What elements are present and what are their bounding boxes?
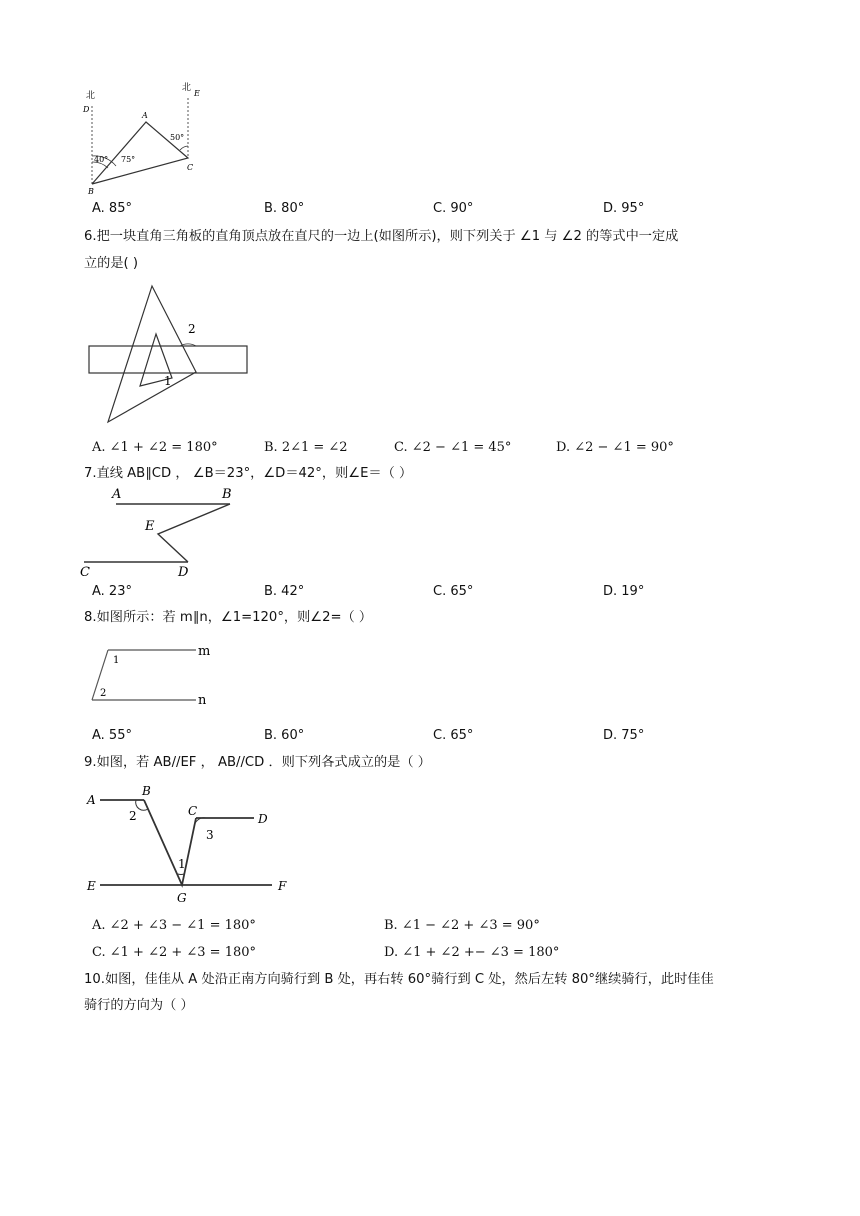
q8-option-c[interactable]: C. 65°	[433, 728, 474, 743]
q5-option-a[interactable]: A. 85°	[92, 201, 132, 216]
q9-angle-1: 1	[178, 857, 186, 871]
point-e-label: E	[194, 89, 200, 98]
q7-option-b[interactable]: B. 42°	[264, 584, 305, 599]
q6-figure	[84, 282, 254, 430]
q8-line-n: n	[198, 693, 207, 708]
q8-angle-2: 2	[100, 688, 107, 699]
angle-1-label: 1	[164, 374, 172, 388]
q10-stem-line1: 10.如图，佳佳从 A 处沿正南方向骑行到 B 处，再右转 60°骑行到 C 处，然后左转 80°继续骑行，此时佳佳	[84, 972, 714, 987]
q8-option-d[interactable]: D. 75°	[603, 728, 645, 743]
q6-option-d[interactable]: D. ∠2 − ∠1 = 90°	[556, 440, 674, 455]
q10-stem-line2: 骑行的方向为（ ）	[84, 998, 194, 1013]
q7-figure	[78, 486, 238, 578]
q7-point-c: C	[80, 565, 90, 578]
q7-option-a[interactable]: A. 23°	[92, 584, 132, 599]
q8-option-a[interactable]: A. 55°	[92, 728, 132, 743]
q9-angle-3: 3	[206, 828, 214, 842]
q8-line-m: m	[198, 644, 211, 659]
q7-point-b: B	[222, 487, 232, 502]
q7-stem: 7.直线 AB∥CD ， ∠B＝23°，∠D＝42°，则∠E＝（ ）	[84, 466, 413, 481]
q5-option-c[interactable]: C. 90°	[433, 201, 474, 216]
point-b-label: B	[88, 187, 94, 196]
angle-2-label: 2	[188, 322, 196, 336]
q5-option-b[interactable]: B. 80°	[264, 201, 305, 216]
q9-point-g: G	[177, 891, 187, 904]
q8-stem: 8.如图所示：若 m∥n，∠1=120°，则∠2=（ ）	[84, 610, 373, 625]
q6-option-a[interactable]: A. ∠1 + ∠2 = 180°	[92, 440, 218, 455]
q8-figure	[84, 640, 214, 708]
q9-point-b: B	[142, 784, 151, 798]
q9-figure	[84, 784, 294, 904]
q9-point-f: F	[278, 879, 287, 893]
point-d-label: D	[83, 105, 90, 114]
q9-option-b[interactable]: B. ∠1 − ∠2 + ∠3 = 90°	[384, 918, 540, 933]
q9-option-c[interactable]: C. ∠1 + ∠2 + ∠3 = 180°	[92, 945, 257, 960]
point-a-label: A	[142, 111, 148, 120]
q5-option-d[interactable]: D. 95°	[603, 201, 645, 216]
north-label-1: 北	[86, 91, 96, 101]
q6-stem-line1: 6.把一块直角三角板的直角顶点放在直尺的一边上(如图所示)，则下列关于 ∠1 与 ∠2 的等式中一定成	[84, 229, 679, 244]
q6-stem-line2: 立的是( )	[84, 256, 139, 271]
angle-40-label: 40°	[94, 155, 109, 164]
q7-point-a: A	[112, 487, 122, 502]
point-c-label: C	[187, 163, 194, 172]
q9-point-e: E	[87, 879, 96, 893]
q6-option-b[interactable]: B. 2∠1 = ∠2	[264, 440, 348, 455]
q7-point-d: D	[178, 565, 189, 578]
q5-figure	[80, 80, 210, 198]
q9-angle-2: 2	[129, 809, 137, 823]
q9-point-c: C	[188, 804, 198, 818]
north-label-2: 北	[182, 83, 192, 93]
q7-option-c[interactable]: C. 65°	[433, 584, 474, 599]
q9-option-d[interactable]: D. ∠1 + ∠2 +− ∠3 = 180°	[384, 945, 560, 960]
angle-50-label: 50°	[170, 133, 185, 142]
q9-stem: 9.如图，若 AB//EF ， AB//CD ．则下列各式成立的是（ ）	[84, 755, 431, 770]
q8-option-b[interactable]: B. 60°	[264, 728, 305, 743]
q7-option-d[interactable]: D. 19°	[603, 584, 645, 599]
q9-option-a[interactable]: A. ∠2 + ∠3 − ∠1 = 180°	[92, 918, 256, 933]
q9-point-d: D	[258, 812, 268, 826]
q6-option-c[interactable]: C. ∠2 − ∠1 = 45°	[394, 440, 512, 455]
q8-angle-1: 1	[113, 655, 120, 666]
angle-75-label: 75°	[121, 155, 136, 164]
q9-point-a: A	[87, 793, 96, 807]
q7-point-e: E	[145, 519, 155, 534]
